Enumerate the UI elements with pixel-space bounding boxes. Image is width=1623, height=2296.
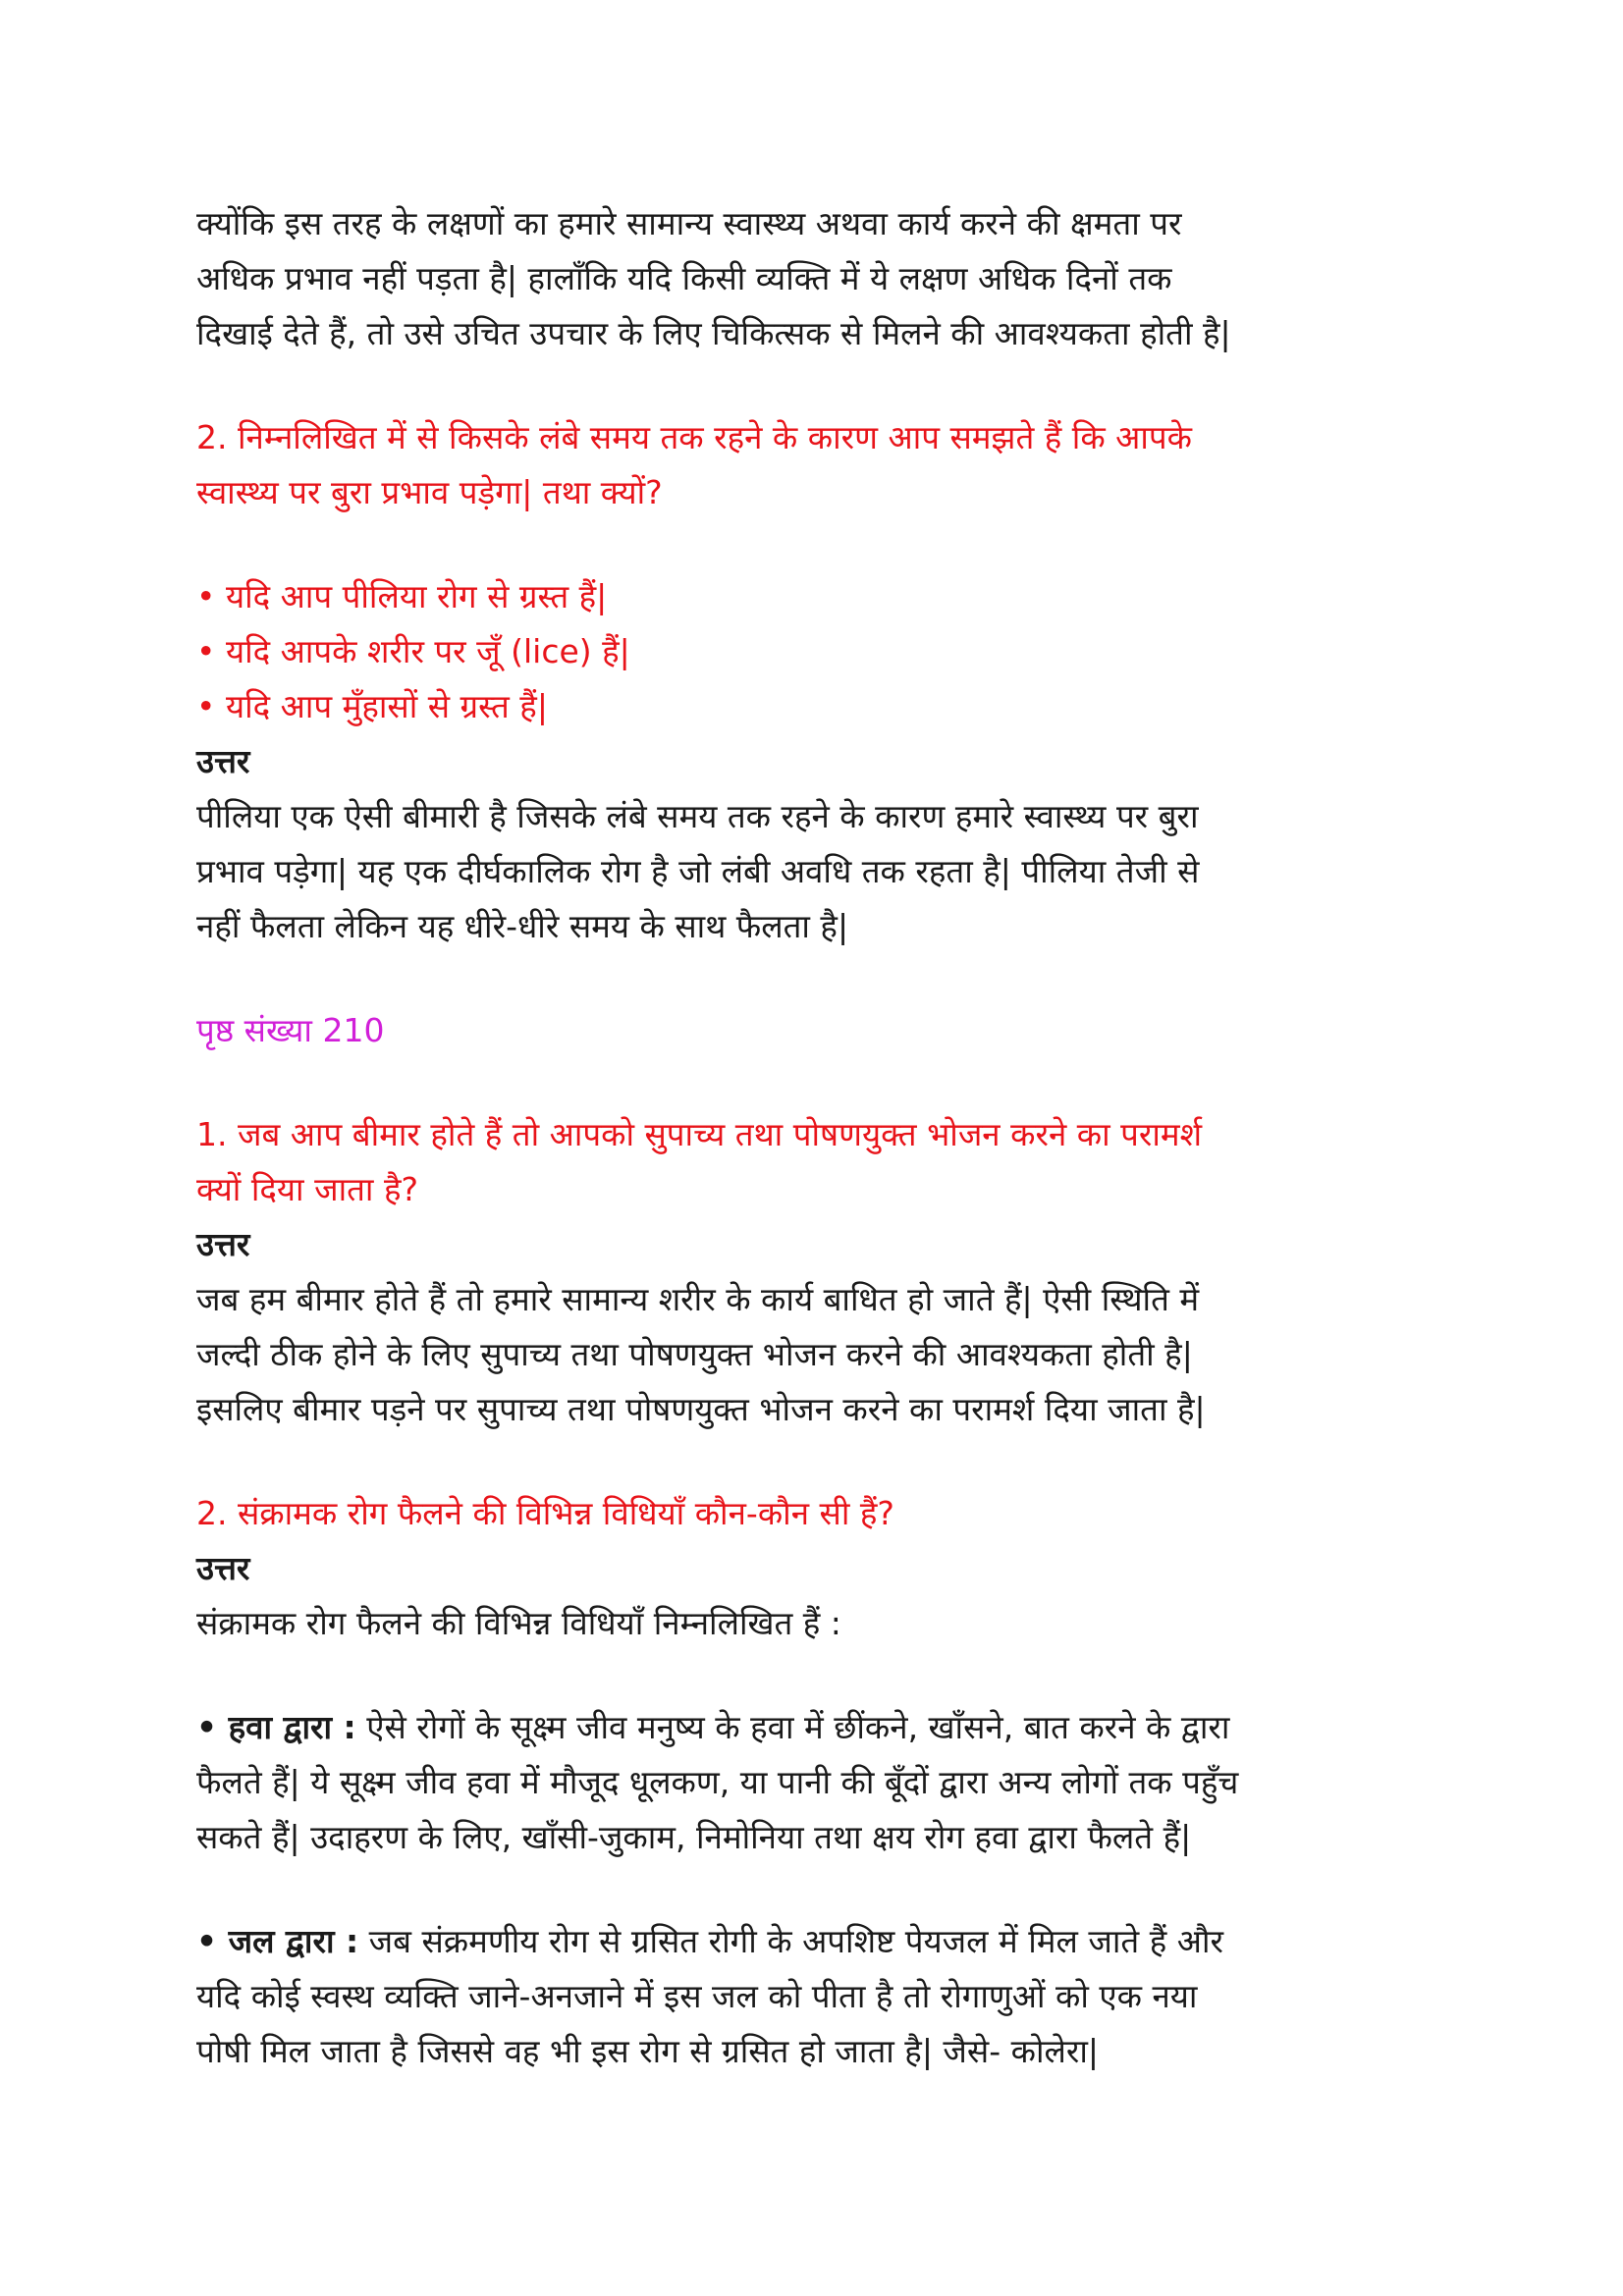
answer-intro: संक्रामक रोग फैलने की विभिन्न विधियाँ निम्नलिखित हैं : xyxy=(196,1604,841,1642)
option-item: • यदि आप पीलिया रोग से ग्रस्त हैं| xyxy=(196,577,608,615)
option-item: • यदि आप मुँहासों से ग्रस्त हैं| xyxy=(196,687,548,725)
text-line xyxy=(196,1700,1443,1755)
text-line: क्योंकि इस तरह के लक्षणों का हमारे सामान्य स्वास्थ्य अथवा कार्य करने की क्षमता पर xyxy=(196,204,1182,242)
intro-paragraph xyxy=(196,196,1443,361)
text-line xyxy=(196,1914,1443,1969)
water-transmission-paragraph xyxy=(196,1914,1443,2079)
text-line: फैलते हैं| ये सूक्ष्म जीव हवा में मौजूद धूलकण, या पानी की बूँदों द्वारा अन्य लोगों तक पहुँच xyxy=(196,1763,1239,1801)
text-line: प्रभाव पड़ेगा| यह एक दीर्घकालिक रोग है जो लंबी अवधि तक रहता है| पीलिया तेजी से xyxy=(196,852,1200,890)
air-transmission-paragraph xyxy=(196,1700,1443,1865)
question-block-1 xyxy=(196,1107,1443,1217)
question-line: क्यों दिया जाता है? xyxy=(196,1170,418,1208)
document-page xyxy=(196,196,1443,2079)
option-item: • यदि आपके शरीर पर जूँ (lice) हैं| xyxy=(196,632,630,670)
answer-label: उत्तर xyxy=(196,742,250,780)
question-line: स्वास्थ्य पर बुरा प्रभाव पड़ेगा| तथा क्यों? xyxy=(196,473,663,511)
term-text: ऐसे रोगों के सूक्ष्म जीव मनुष्य के हवा में छींकने, खाँसने, बात करने के द्वारा xyxy=(355,1708,1230,1746)
answer-paragraph xyxy=(196,1272,1443,1437)
text-line: यदि कोई स्वस्थ व्यक्ति जाने-अनजाने में इस जल को पीता है तो रोगाणुओं को एक नया xyxy=(196,1977,1198,2015)
term-label: • हवा द्वारा : xyxy=(196,1708,356,1746)
term-text: जब संक्रमणीय रोग से ग्रसित रोगी के अपशिष्ट पेयजल में मिल जाते हैं और xyxy=(358,1922,1223,1960)
text-line: पीलिया एक ऐसी बीमारी है जिसके लंबे समय तक रहने के कारण हमारे स्वास्थ्य पर बुरा xyxy=(196,797,1199,835)
text-line: अधिक प्रभाव नहीं पड़ता है| हालाँकि यदि किसी व्यक्ति में ये लक्षण अधिक दिनों तक xyxy=(196,259,1172,297)
page-number-heading: पृष्ठ संख्या 210 xyxy=(196,1011,385,1049)
question-line: 2. संक्रामक रोग फैलने की विभिन्न विधियाँ कौन-कौन सी हैं? xyxy=(196,1494,894,1532)
answer-label: उत्तर xyxy=(196,1549,250,1587)
text-line: जब हम बीमार होते हैं तो हमारे सामान्य शरीर के कार्य बाधित हो जाते हैं| ऐसी स्थिति में xyxy=(196,1280,1200,1318)
question-block-2a xyxy=(196,410,1443,520)
question-line: 1. जब आप बीमार होते हैं तो आपको सुपाच्य तथा पोषणयुक्त भोजन करने का परामर्श xyxy=(196,1115,1203,1153)
term-label: • जल द्वारा : xyxy=(196,1922,359,1960)
text-line: जल्दी ठीक होने के लिए सुपाच्य तथा पोषणयुक्त भोजन करने की आवश्यकता होती है| xyxy=(196,1335,1193,1373)
text-line: नहीं फैलता लेकिन यह धीरे-धीरे समय के साथ फैलता है| xyxy=(196,907,849,945)
text-line: दिखाई देते हैं, तो उसे उचित उपचार के लिए चिकित्सक से मिलने की आवश्यकता होती है| xyxy=(196,314,1231,352)
text-line: पोषी मिल जाता है जिससे वह भी इस रोग से ग्रसित हो जाता है| जैसे- कोलेरा| xyxy=(196,2032,1100,2070)
text-line: सकते हैं| उदाहरण के लिए, खाँसी-जुकाम, निमोनिया तथा क्षय रोग हवा द्वारा फैलते हैं| xyxy=(196,1818,1192,1856)
answer-paragraph xyxy=(196,789,1443,954)
options-list xyxy=(196,569,1443,734)
answer-label: उत्तर xyxy=(196,1225,250,1263)
text-line: इसलिए बीमार पड़ने पर सुपाच्य तथा पोषणयुक्त भोजन करने का परामर्श दिया जाता है| xyxy=(196,1390,1206,1428)
question-line: 2. निम्नलिखित में से किसके लंबे समय तक रहने के कारण आप समझते हैं कि आपके xyxy=(196,418,1192,456)
